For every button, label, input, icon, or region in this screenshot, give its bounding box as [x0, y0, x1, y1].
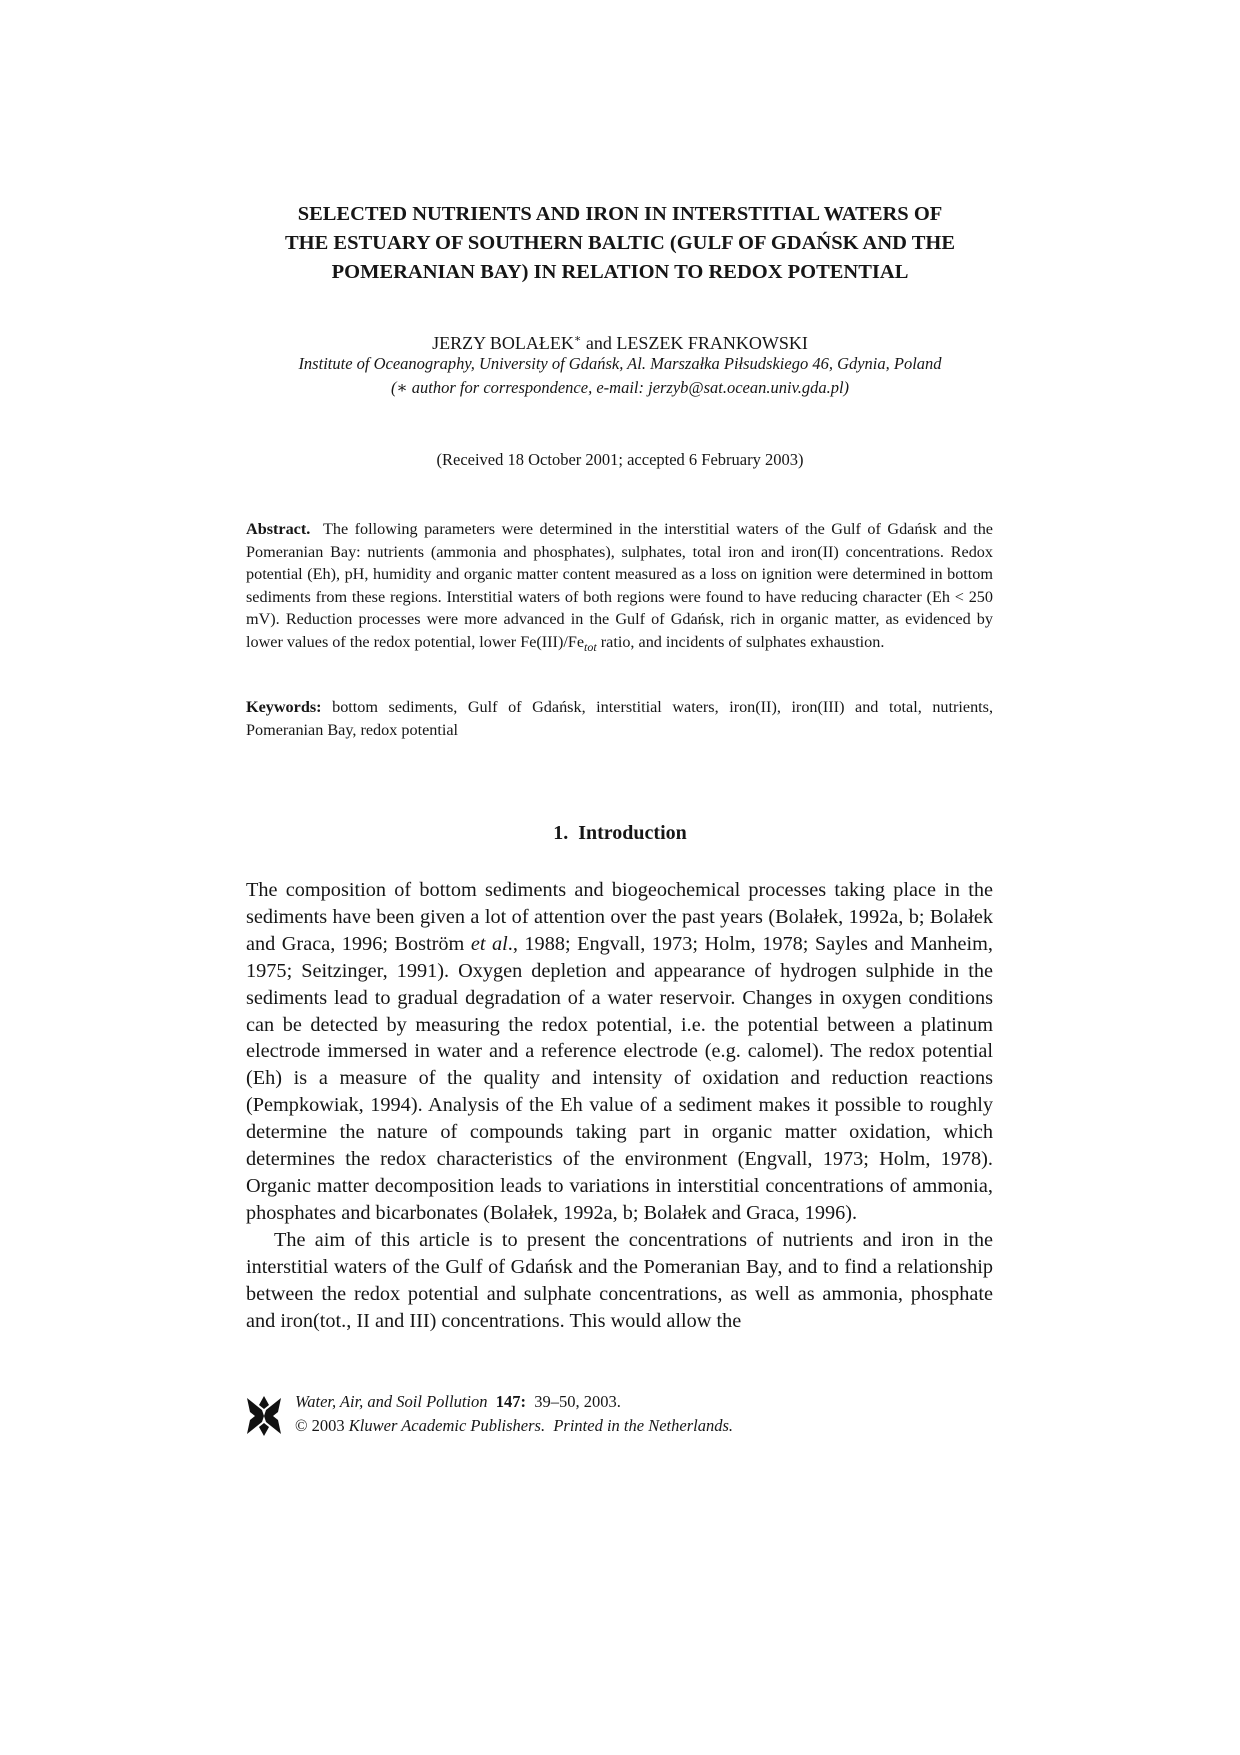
keywords-text: bottom sediments, Gulf of Gdańsk, interstitial waters, iron(II), iron(III) and total, nutrients, Pomeranian Bay, redox potential — [246, 698, 994, 739]
author-name: LESZEK FRANKOWSKI — [616, 333, 808, 353]
citation-line — [295, 1390, 733, 1414]
footer-citation — [295, 1390, 733, 1438]
author-list — [150, 327, 1090, 355]
copyright-line — [295, 1414, 733, 1438]
body-text — [246, 877, 993, 1334]
author-conjunction: and — [581, 333, 617, 353]
journal-pages: 39–50, 2003. — [534, 1392, 621, 1411]
abstract-subscript: tot — [584, 640, 597, 655]
publisher-name: Kluwer Academic Publishers. Printed in the Netherlands. — [348, 1416, 733, 1435]
title-line: THE ESTUARY OF SOUTHERN BALTIC (GULF OF GDAŃSK AND THE — [284, 232, 955, 254]
section-heading — [150, 820, 1090, 846]
affiliation-block — [150, 352, 1090, 400]
author-name: JERZY BOLAŁEK — [432, 333, 574, 353]
abstract-text-end: ratio, and incidents of sulphates exhaustion. — [596, 632, 885, 651]
abstract — [246, 518, 993, 659]
copyright-prefix: © 2003 — [295, 1416, 349, 1435]
section-title: Introduction — [578, 822, 687, 844]
title-line: SELECTED NUTRIENTS AND IRON IN INTERSTITIAL WATERS OF — [297, 203, 943, 225]
title-line: POMERANIAN BAY) IN RELATION TO REDOX POTENTIAL — [331, 261, 909, 283]
received-dates: (Received 18 October 2001; accepted 6 February 2003) — [436, 450, 804, 469]
publisher-logo-icon — [245, 1396, 283, 1436]
journal-footer — [245, 1390, 945, 1442]
paragraph-text: The composition of bottom sediments and biogeochemical processes taking place in the sediments have been given a lot of attention over the past years (Bolałek, 1992a, b; Bolałek and Graca, 1996; Boström — [246, 879, 993, 955]
abstract-text: The following parameters were determined in the interstitial waters of the Gulf of Gdańsk and the Pomeranian Bay: nutrients (ammonia and phosphates), sulphates, total iron and iron(II) concentrations. Redox potential (Eh), pH, humidity and organic matter content measured as a loss on ignition were determined in bottom sediments from these regions. Interstitial waters of both regions were found to have reducing character (Eh < 250 mV). Reduction processes were more advanced in the Gulf of Gdańsk, rich in organic matter, as evidenced by lower values of the redox potential, lower Fe(III)/Fe — [246, 520, 993, 651]
paragraph: The aim of this article is to present the concentrations of nutrients and iron in the interstitial waters of the Gulf of Gdańsk and the Pomeranian Bay, and to find a relationship between the redox potential and sulphate concentrations, as well as ammonia, phosphate and iron(tot., II and III) concentrations. This would allow the — [246, 1228, 993, 1332]
journal-volume: 147: — [495, 1392, 527, 1411]
paragraph-text: ., 1988; Engvall, 1973; Holm, 1978; Sayles and Manheim, 1975; Seitzinger, 1991). Oxygen depletion and appearance of hydrogen sulphide in the sediments lead to gradual degradation of a water reservoir. Changes in oxygen conditions can be detected by measuring the redox potential, i.e. the potential between a platinum electrode immersed in water and a reference electrode (e.g. calomel). The redox potential (Eh) is a measure of the quality and intensity of oxidation and reduction reactions (Pempkowiak, 1994). Analysis of the Eh value of a sediment makes it possible to roughly determine the nature of compounds taking part in organic matter oxidation, which determines the redox characteristics of the environment (Engvall, 1973; Holm, 1978). Organic matter decomposition leads to variations in interstitial concentrations of ammonia, phosphates and bicarbonates (Bolałek, 1992a, b; Bolałek and Graca, 1996). — [246, 932, 993, 1224]
keywords-label: Keywords: — [246, 698, 322, 716]
correspondence-note: (∗ author for correspondence, e-mail: jerzyb@sat.ocean.univ.gda.pl) — [390, 378, 850, 397]
et-al: et al — [470, 932, 508, 955]
journal-name: Water, Air, and Soil Pollution — [295, 1392, 488, 1411]
correspondence-mark: ∗ — [573, 333, 582, 345]
section-number: 1. — [553, 822, 569, 844]
abstract-label: Abstract. — [246, 520, 311, 538]
affiliation: Institute of Oceanography, University of Gdańsk, Al. Marszałka Piłsudskiego 46, Gdynia, Poland — [298, 354, 942, 373]
keywords — [246, 696, 993, 741]
paragraph — [246, 877, 993, 1227]
paper-title — [150, 200, 1090, 287]
